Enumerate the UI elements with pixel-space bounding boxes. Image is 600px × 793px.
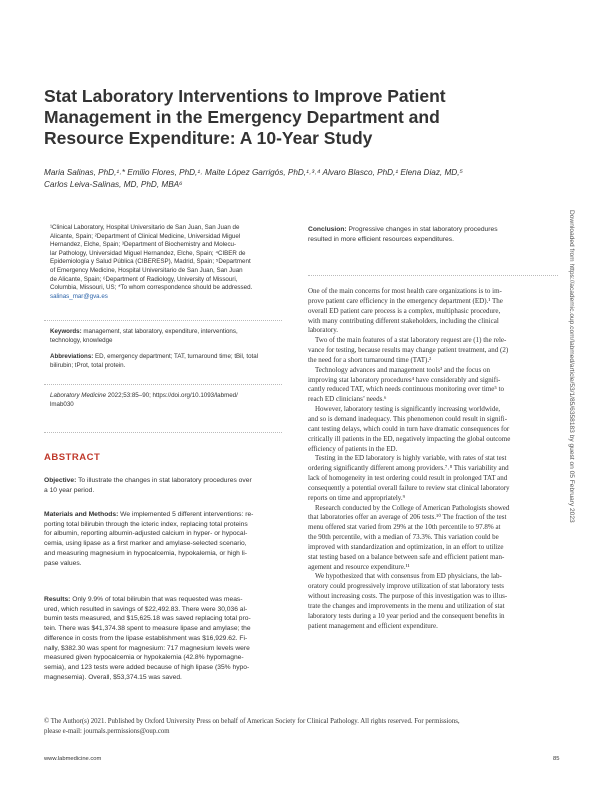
affiliation-line: Columbia, Missouri, US; *To whom correspondence should be addressed.	[50, 284, 253, 292]
conclusion-label: Conclusion:	[308, 226, 347, 233]
divider	[44, 384, 282, 385]
body-paragraph	[308, 454, 558, 503]
citation-text: 2022;53:85–90; https://doi.org/10.1093/labmed/	[106, 392, 238, 399]
abstract-line: resulted in more efficient resources expenditures.	[308, 235, 454, 243]
author-line: Maria Salinas, PhD,¹˒* Emilio Flores, PhD,¹˒ Maite López Garrigós, PhD,¹˒³˒⁴ Alvaro Blasco, PhD,¹ Elena Diaz, MD,⁵	[44, 168, 463, 177]
keywords-block	[50, 328, 280, 370]
body-line: vance for testing, because results may change patient treatment, and (2)	[308, 346, 509, 355]
abstract-line: Only 9.9% of total bilirubin that was requested was meas-	[70, 596, 243, 603]
affiliation-line: lar Pathology, Universidad Miguel Hernandez, Elche, Spain; ⁴CIBER de	[50, 249, 246, 257]
abstract-line: tein. There was $41,374.38 spent to measure lipase and amylase; the	[44, 625, 251, 633]
body-line: and so is demand inadequacy. This phenomenon could result in signifi-	[308, 414, 508, 423]
abstract-line: and measuring magnesium in hypocalcemia, hypokalemia, or high li-	[44, 549, 247, 557]
abstract-line: nally, $382.30 was spent for magnesium: 717 magnesium levels were	[44, 644, 250, 652]
abstract-line: difference in costs from the lipase establishment was $16,929.62. Fi-	[44, 634, 248, 642]
abstract-methods	[44, 510, 284, 568]
body-line: prove patient care efficiency in the emergency department (ED).¹ The	[308, 296, 503, 305]
divider	[44, 432, 282, 433]
title-line: Stat Laboratory Interventions to Improve Patient	[44, 86, 446, 106]
body-line: reach ED clinicians’ needs.⁶	[308, 395, 387, 404]
body-line: lack of homogeneity in test ordering could result in prolonged TAT and	[308, 474, 508, 483]
body-line: without increasing costs. The purpose of this investigation was to illus-	[308, 592, 508, 601]
body-paragraph	[308, 336, 558, 366]
body-line: the 90th percentile, with a median of 73.3%. This variation could be	[308, 533, 499, 542]
body-line: Two of the main features of a stat laboratory request are (1) the rele-	[308, 336, 507, 345]
results-label: Results:	[44, 596, 71, 603]
abbreviations-label: Abbreviations:	[50, 353, 94, 361]
body-line: improving stat laboratory procedures⁴ have considerably and signifi-	[308, 375, 501, 384]
body-line: efficiency of patients in the ED.	[308, 444, 398, 453]
author-list	[44, 167, 544, 191]
divider	[44, 320, 282, 321]
body-line: consequently a potential overall failure to review stat clinical laboratory	[308, 483, 510, 492]
abstract-line: pase values.	[44, 559, 82, 567]
abstract-line: porting total bilirubin through the icteric index, replacing total proteins	[44, 520, 248, 528]
body-line: However, laboratory testing is significantly increasing worldwide,	[308, 405, 501, 414]
abstract-line: Progressive changes in stat laboratory procedures	[346, 226, 498, 233]
body-line: menu offered stat varied from 29% at the 10th percentile to 97.8% at	[308, 523, 501, 532]
body-line: laboratory.	[308, 326, 339, 335]
body-line: critically ill patients in the ED, negatively impacting the global outcome	[308, 434, 511, 443]
abstract-line: for albumin, reporting albumin-adjusted calcium in hyper- or hypocal-	[44, 530, 248, 538]
abstract-line: We implemented 5 different interventions: re-	[118, 511, 254, 518]
body-line: patient management and efficient expenditure.	[308, 621, 438, 630]
abstract-line: cemia, using lipase as a first marker and amylase-selected scenario,	[44, 540, 247, 548]
abstract-line: bumin tests measured, and $15,625.18 was saved replacing total pro-	[44, 615, 251, 623]
citation-block	[50, 392, 280, 409]
body-line: stat testing based on a balance between safe and efficient patient man-	[308, 552, 505, 561]
download-watermark-text: Downloaded from https://academic.oup.com/labmed/article/53/1/85/6358183 by guest on 05 February 2023	[568, 210, 575, 523]
abstract-line: ured, which resulted in savings of $22,492.83. There were 30,036 al-	[44, 605, 248, 613]
body-line: We hypothesized that with consensus from ED physicians, the lab-	[308, 572, 502, 581]
objective-label: Objective:	[44, 477, 77, 484]
author-line: Carlos Leiva-Salinas, MD, PhD, MBA⁶	[44, 180, 183, 189]
journal-website-link[interactable]: www.labmedicine.com	[44, 756, 102, 762]
affiliation-line: Alicante, Spain; ²Department of Clinical Medicine, Universidad Miguel	[50, 232, 241, 240]
keywords-text: technology, knowledge	[50, 336, 113, 344]
affiliation-line: Epidemiología y Salud Pública (CIBERESP), Madrid, Spain; ⁵Department	[50, 258, 251, 266]
affiliation-line: of Emergency Medicine, Hospital Universitario de San Juan, San Juan	[50, 266, 243, 274]
title-line: Resource Expenditure: A 10-Year Study	[44, 128, 373, 148]
keywords-label: Keywords:	[50, 328, 82, 335]
body-line: agement and resource expenditure.¹¹	[308, 562, 410, 571]
body-line: Testing in the ED laboratory is highly variable, with rates of stat test	[308, 454, 507, 463]
body-line: One of the main concerns for most health care organizations is to im-	[308, 287, 502, 295]
methods-label: Materials and Methods:	[44, 511, 119, 518]
body-paragraph	[308, 504, 558, 573]
body-line: with many contributing different stakeholders, including the clinical	[308, 316, 499, 325]
download-watermark	[565, 210, 577, 600]
body-paragraph	[308, 572, 558, 631]
title-line: Management in the Emergency Department and	[44, 107, 440, 127]
body-line: improved with standardization and optimization, in an effort to utilize	[308, 542, 504, 551]
citation-text: lmab030	[50, 400, 74, 408]
correspondence-email-link[interactable]: salinas_mar@gva.es	[50, 292, 108, 300]
keywords-text: management, stat laboratory, expenditure, interventions,	[81, 328, 238, 335]
article-title	[44, 86, 514, 149]
body-line: ordering significantly different among providers.⁷˒⁸ This variability and	[308, 464, 509, 473]
affiliations	[50, 224, 280, 301]
affiliation-line: de Alicante, Spain; ⁶Department of Radiology, University of Missouri,	[50, 275, 238, 283]
body-text	[308, 287, 558, 632]
footnote-line: © The Author(s) 2021. Published by Oxford University Press on behalf of American Society for Clinical Pathology. All rights reserved. For permissions,	[44, 718, 460, 725]
body-line: laboratory tests during a 10 year period and the consequent benefits in	[308, 611, 505, 620]
body-line: reports on time and appropriately.⁹	[308, 493, 406, 502]
abstract-objective	[44, 476, 284, 495]
body-line: cantly reduced TAT, which needs continuous monitoring over time⁵ to	[308, 385, 505, 394]
body-paragraph	[308, 405, 558, 454]
footnote-line: please e-mail: journals.permissions@oup.com	[44, 727, 170, 735]
journal-name: Laboratory Medicine	[50, 392, 107, 399]
abstract-line: a 10 year period.	[44, 486, 95, 494]
page-number: 85	[553, 756, 560, 762]
abstract-heading: ABSTRACT	[44, 452, 101, 463]
body-line: Technology advances and management tools³ and the focus on	[308, 365, 490, 374]
abbreviations-text: ED, emergency department; TAT, turnaround time; tBil, total	[93, 353, 259, 361]
body-line: Research conducted by the College of American Pathologists showed	[308, 503, 510, 512]
abstract-line: To illustrate the changes in stat laboratory procedures over	[76, 477, 252, 484]
body-paragraph	[308, 366, 558, 405]
abstract-conclusion	[308, 225, 558, 244]
body-line: that laboratories offer an average of 206 tests.¹⁰ The fraction of the test	[308, 513, 507, 522]
affiliation-line: Hernandez, Elche, Spain; ³Department of Biochemistry and Molecu-	[50, 241, 237, 249]
body-line: overall ED patient care process is a complex, multiphasic procedure,	[308, 306, 501, 315]
body-paragraph	[308, 287, 558, 336]
divider	[308, 275, 558, 276]
affiliation-line: ¹Clinical Laboratory, Hospital Universitario de San Juan, San Juan de	[50, 224, 240, 231]
abstract-line: magnesemia). Overall, $53,374.15 was saved.	[44, 673, 182, 681]
abstract-line: measured given hypocalcemia or hypokalemia (42.8% hypomagne-	[44, 654, 244, 662]
body-line: oratory could progressively improve utilization of stat laboratory tests	[308, 582, 504, 591]
body-line: trate the changes and improvements in the menu and utilization of stat	[308, 602, 505, 610]
body-line: the need for a short turnaround time (TAT).²	[308, 355, 432, 364]
copyright-footnote	[44, 717, 564, 736]
abstract-line: semia), and 123 tests were added because of high lipase (35% hypo-	[44, 663, 250, 671]
abstract-results	[44, 595, 284, 682]
body-line: cant testing delays, which could in turn have dramatic consequences for	[308, 424, 510, 433]
abbreviations-text: bilirubin; tProt, total protein.	[50, 361, 126, 369]
